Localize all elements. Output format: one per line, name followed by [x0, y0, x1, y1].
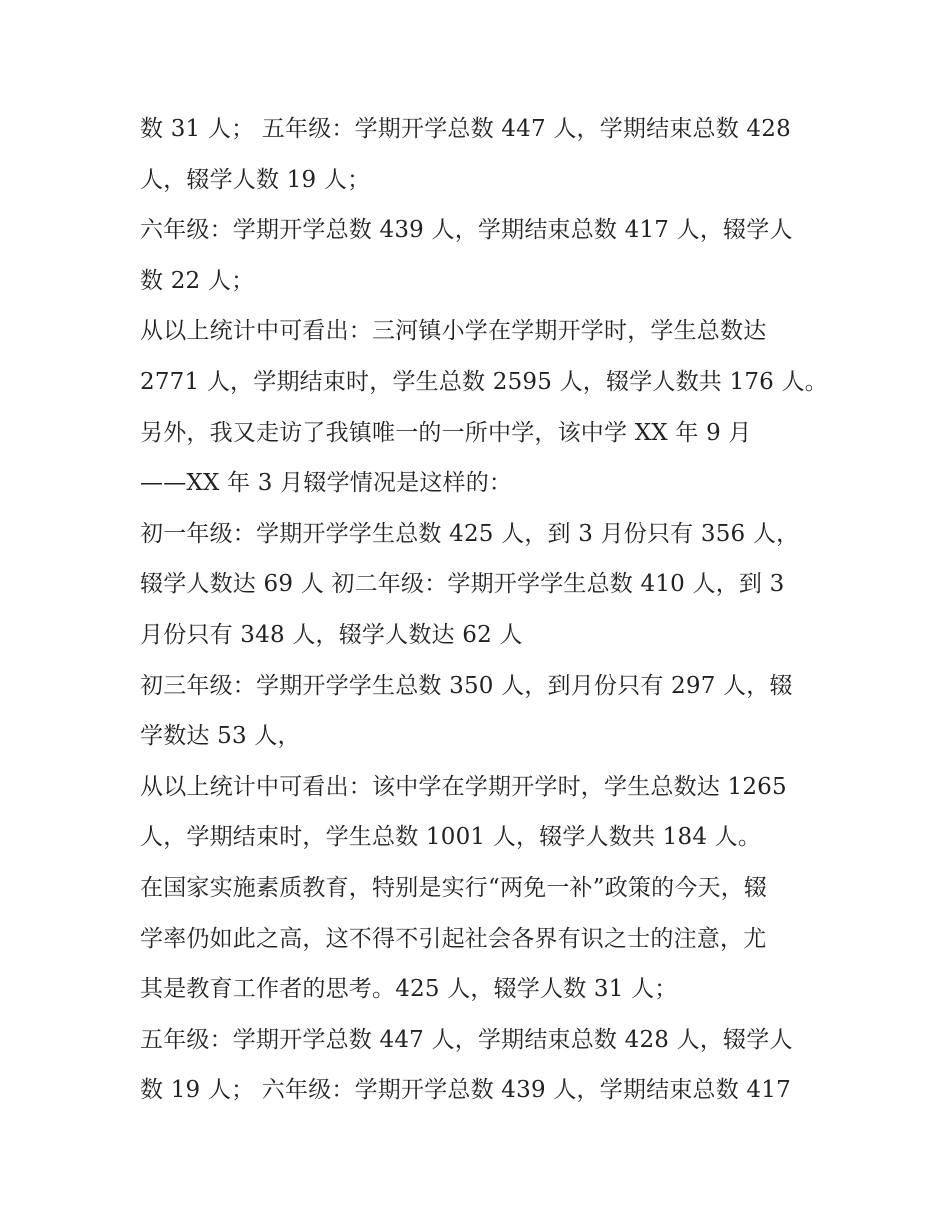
text-line-16: 在国家实施素质教育，特别是实行“两免一补”政策的今天，辍 [140, 874, 768, 901]
text-line-8: ——XX 年 3 月辍学情况是这样的： [140, 470, 513, 497]
text-line-5: 从以上统计中可看出：三河镇小学在学期开学时，学生总数达 [140, 318, 767, 345]
text-line-19: 五年级：学期开学总数 447 人，学期结束总数 428 人，辍学人 [140, 1026, 793, 1053]
text-line-18: 其是教育工作者的思考。425 人，辍学人数 31 人； [140, 976, 678, 1003]
text-line-10: 辍学人数达 69 人 初二年级：学期开学学生总数 410 人，到 3 [140, 571, 785, 598]
text-line-12: 初三年级：学期开学学生总数 350 人，到月份只有 297 人，辍 [140, 672, 793, 699]
text-line-11: 月份只有 348 人，辍学人数达 62 人 [140, 621, 523, 648]
document-body [140, 104, 828, 1116]
text-line-20: 数 19 人； 六年级：学期开学总数 439 人，学期结束总数 417 [140, 1077, 791, 1104]
text-line-14: 从以上统计中可看出：该中学在学期开学时，学生总数达 1265 [140, 773, 787, 800]
text-line-2: 人，辍学人数 19 人； [140, 166, 371, 193]
text-line-13: 学数达 53 人， [140, 723, 301, 750]
text-line-6: 2771 人，学期结束时，学生总数 2595 人，辍学人数共 176 人。 [140, 368, 828, 395]
text-line-17: 学率仍如此之高，这不得不引起社会各界有识之士的注意，尤 [140, 925, 767, 952]
text-line-9: 初一年级：学期开学学生总数 425 人，到 3 月份只有 356 人， [140, 520, 800, 547]
text-line-3: 六年级：学期开学总数 439 人，学期结束总数 417 人，辍学人 [140, 217, 793, 244]
text-line-4: 数 22 人； [140, 267, 255, 294]
text-line-15: 人，学期结束时，学生总数 1001 人，辍学人数共 184 人。 [140, 824, 762, 851]
text-line-7: 另外，我又走访了我镇唯一的一所中学，该中学 XX 年 9 月 [140, 419, 752, 446]
text-line-1: 数 31 人； 五年级：学期开学总数 447 人，学期结束总数 428 [140, 116, 791, 142]
